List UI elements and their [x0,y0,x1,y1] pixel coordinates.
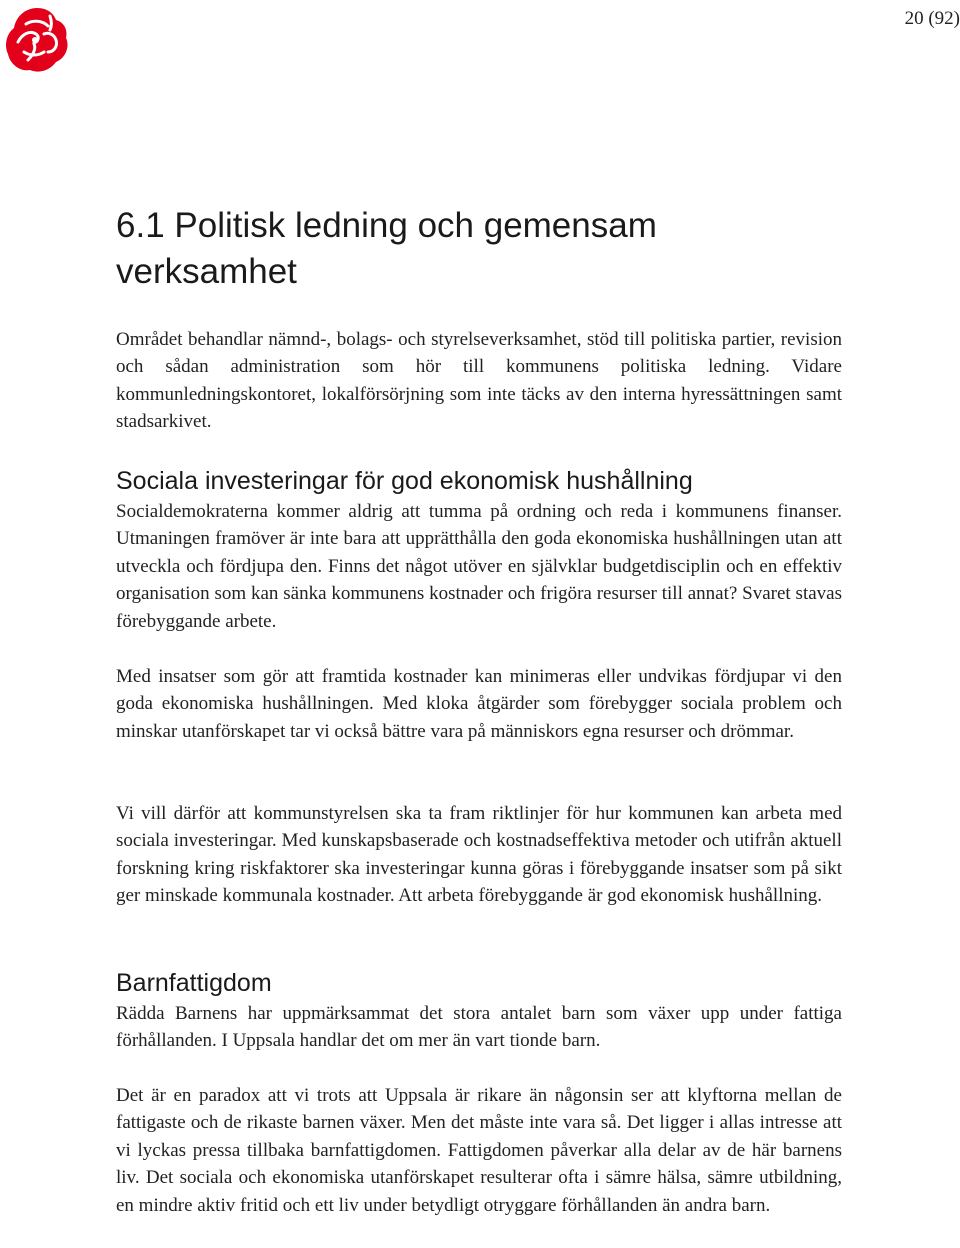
paragraph: Socialdemokraterna kommer aldrig att tumma på ordning och reda i kommunens finanser. Utmaningen framöver är inte bara att upprätthålla den goda ekonomiska hushållningen utan att utveckla och fördjupa den. Finns det något utöver en självklar budgetdisciplin och en effektiv organisation som kan sänka kommunens kostnader och frigöra resurser till annat? Svaret stavas förebyggande arbete. [116,501,842,632]
rose-in-fist-logo-icon [4,4,70,76]
section-heading-sociala-investeringar: Sociala investeringar för god ekonomisk hushållning [116,467,693,495]
page-title: 6.1 Politisk ledning och gemensam verksamhet [116,206,657,291]
paragraph: Det är en paradox att vi trots att Uppsala är rikare än någonsin ser att klyftorna mellan de fattigaste och de rikaste barnen växer. Men det måste inte vara så. Det ligger i allas intresse att vi lyckas pressa tillbaka barnfattigdomen. Fattigdomen påverkar alla delar av de här barnens liv. Det sociala och ekonomiska utanförskapet resulterar ofta i sämre hälsa, sämre utbildning, en mindre aktiv fritid och ett liv under betydligt otryggare förhållanden än andra barn. [116,1085,842,1216]
section-heading-barnfattigdom: Barnfattigdom [116,969,272,997]
page-number: 20 (92) [904,8,960,29]
paragraph: Med insatser som gör att framtida kostnader kan minimeras eller undvikas fördjupar vi den goda ekonomiska hushållningen. Med kloka åtgärder som förebygger sociala problem och minskar utanförskapet tar vi också bättre vara på människors egna resurser och drömmar. [116,666,842,742]
paragraph: Rädda Barnens har uppmärksammat det stora antalet barn som växer upp under fattiga förhållanden. I Uppsala handlar det om mer än vart tionde barn. [116,1003,842,1052]
paragraph: Vi vill därför att kommunstyrelsen ska ta fram riktlinjer för hur kommunen kan arbeta med sociala investeringar. Med kunskapsbaserade och kostnadseffektiva metoder och utifrån aktuell forskning kring riskfaktorer ska investeringar kunna göras i förebyggande insatser som på sikt ger minskade kommunala kostnader. Att arbeta förebyggande är god ekonomisk hushållning. [116,803,842,907]
intro-paragraph: Området behandlar nämnd-, bolags- och styrelseverksamhet, stöd till politiska partier, revision och sådan administration som hör till kommunens politiska ledning. Vidare kommunledningskontoret, lokalförsörjning som inte täcks av den interna hyressättningen samt stadsarkivet. [116,329,842,433]
